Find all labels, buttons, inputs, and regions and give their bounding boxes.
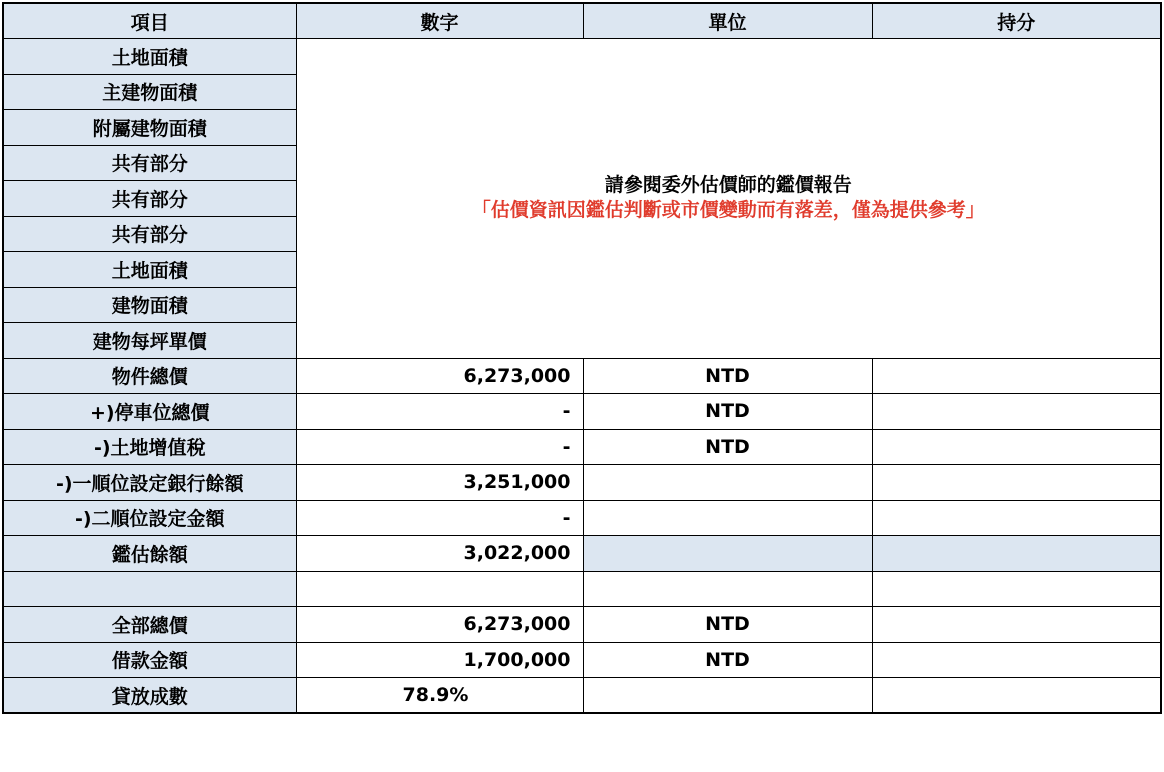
row-value: 6,273,000 [296, 358, 583, 394]
table-row [3, 429, 1161, 465]
row-value: - [296, 429, 583, 465]
row-value: 1,700,000 [296, 642, 583, 678]
table-row [3, 642, 1161, 678]
table-row [3, 394, 1161, 430]
row-share [872, 429, 1161, 465]
row-unit [583, 500, 872, 536]
row-value: - [296, 500, 583, 536]
notice-line-1: 請參閱委外估價師的鑑價報告 [604, 173, 852, 196]
row-unit [583, 571, 872, 607]
area-label: 土地面積 [3, 252, 296, 288]
row-label: -)一順位設定銀行餘額 [3, 465, 296, 501]
row-unit [583, 678, 872, 714]
row-share [872, 536, 1161, 572]
row-value: 3,251,000 [296, 465, 583, 501]
row-value: 3,022,000 [296, 536, 583, 572]
area-row [3, 39, 1161, 75]
row-share [872, 571, 1161, 607]
header-share: 持分 [872, 3, 1161, 39]
table-row [3, 500, 1161, 536]
header-number: 數字 [296, 3, 583, 39]
area-label: 土地面積 [3, 39, 296, 75]
header-unit: 單位 [583, 3, 872, 39]
header-item: 項目 [3, 3, 296, 39]
table-row [3, 678, 1161, 714]
row-unit: NTD [583, 642, 872, 678]
loan-ratio-value: 78.9% [296, 678, 583, 714]
header-row [3, 3, 1161, 39]
area-label: 建物面積 [3, 287, 296, 323]
row-label: -)二順位設定金額 [3, 500, 296, 536]
row-share [872, 607, 1161, 643]
row-label: 借款金額 [3, 642, 296, 678]
row-label: 鑑估餘額 [3, 536, 296, 572]
row-label: -)土地增值稅 [3, 429, 296, 465]
row-value: 6,273,000 [296, 607, 583, 643]
table-row [3, 358, 1161, 394]
row-label: 全部總價 [3, 607, 296, 643]
area-label: 主建物面積 [3, 74, 296, 110]
row-unit: NTD [583, 358, 872, 394]
table-row [3, 536, 1161, 572]
area-label: 附屬建物面積 [3, 110, 296, 146]
row-unit [583, 536, 872, 572]
row-unit: NTD [583, 394, 872, 430]
appraisal-notice [296, 39, 1161, 359]
row-label: 物件總價 [3, 358, 296, 394]
row-unit: NTD [583, 429, 872, 465]
row-share [872, 394, 1161, 430]
valuation-table [2, 2, 1162, 714]
row-unit [583, 465, 872, 501]
area-label: 共有部分 [3, 181, 296, 217]
row-value: - [296, 394, 583, 430]
row-value [296, 571, 583, 607]
row-share [872, 358, 1161, 394]
table-row [3, 571, 1161, 607]
row-label: 貸放成數 [3, 678, 296, 714]
notice-line-2: 「估價資訊因鑑估判斷或市價變動而有落差，僅為提供參考」 [471, 199, 985, 222]
row-share [872, 678, 1161, 714]
area-label: 共有部分 [3, 145, 296, 181]
row-share [872, 465, 1161, 501]
table-row [3, 465, 1161, 501]
row-label [3, 571, 296, 607]
table-row [3, 607, 1161, 643]
row-unit: NTD [583, 607, 872, 643]
row-label: +)停車位總價 [3, 394, 296, 430]
row-share [872, 642, 1161, 678]
area-label: 共有部分 [3, 216, 296, 252]
area-label: 建物每坪單價 [3, 323, 296, 359]
row-share [872, 500, 1161, 536]
